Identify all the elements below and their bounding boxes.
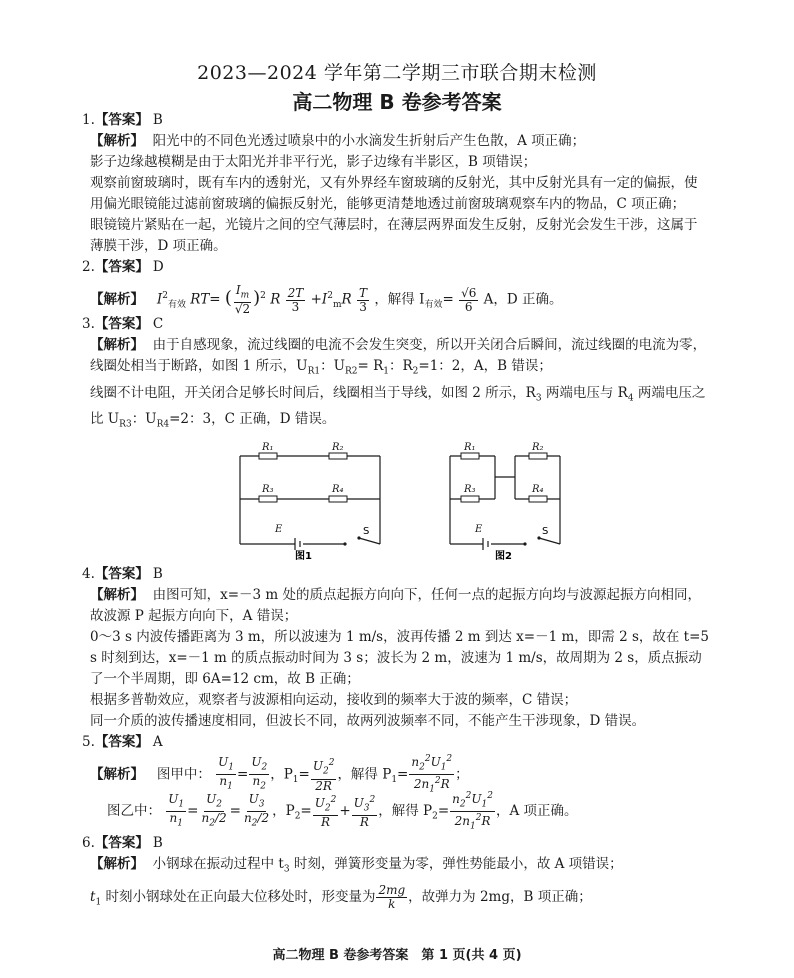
q5-answer: A bbox=[152, 734, 163, 751]
q1-line-3: 观察前窗玻璃时，既有车内的透射光，又有外界经车窗玻璃的反射光，其中反射光具有一定的偏振，使用偏光眼镜能过滤前窗玻璃的偏振反射光，能够更清楚地透过前窗玻璃观察车内的物品，C 项正确； bbox=[90, 175, 698, 212]
q6-line-2: $t_1$ 时刻小钢球处在正向最大位移处时，形变量为 $\frac{2mg}{k}$ ，故弹力为 2mg，B 项正确； bbox=[90, 882, 592, 911]
page-footer: 高二物理 B 卷参考答案 第 1 页(共 4 页) bbox=[272, 948, 522, 963]
label-r1: R₁ bbox=[262, 442, 274, 454]
label-s: S bbox=[363, 526, 370, 538]
label-r4: R₄ bbox=[332, 484, 344, 496]
q4-line-3: 根据多普勒效应，观察者与波源相向运动，接收到的频率大于波的频率，C 错误； bbox=[90, 692, 578, 709]
figure-2-caption: 图2 bbox=[495, 551, 512, 561]
question-6 bbox=[82, 833, 710, 854]
q3-number: 3. bbox=[82, 316, 95, 332]
question-5 bbox=[82, 732, 710, 753]
label-r2: R₂ bbox=[532, 442, 544, 454]
label-r2: R₂ bbox=[332, 442, 344, 454]
q1-line-1: 阳光中的不同色光透过喷泉中的小水滴发生折射后产生色散，A 项正确； bbox=[152, 133, 586, 149]
q3-figures bbox=[90, 442, 710, 560]
answer-label: 【答案】 bbox=[94, 316, 149, 332]
q4-number: 4. bbox=[82, 566, 95, 583]
q1-answer: B bbox=[152, 112, 163, 128]
q6-number: 6. bbox=[82, 835, 95, 852]
q3-answer: C bbox=[152, 316, 164, 332]
question-2 bbox=[82, 257, 710, 278]
label-r1: R₁ bbox=[464, 442, 476, 454]
q4-answer: B bbox=[152, 566, 163, 583]
answer-label: 【答案】 bbox=[94, 566, 149, 583]
question-3 bbox=[82, 314, 710, 335]
q2-number: 2. bbox=[82, 259, 95, 275]
q5-line-1: 【解析】 图甲中： $\frac{U_1}{n_1}$ = $\frac{U_2}{n_2}$ ，$P_1=$ $\frac{U_2^2}{2R}$ ，解得 $P_1=$ $\frac{n_2^2U_1^2}{2n_1^2R}$ ； bbox=[90, 754, 469, 795]
question-1 bbox=[82, 110, 710, 131]
q1-line-2: 影子边缘越模糊是由于太阳光并非平行光，影子边缘有半影区，B 项错误； bbox=[90, 154, 537, 170]
answer-label: 【答案】 bbox=[94, 259, 149, 275]
resistor-r3 bbox=[461, 496, 479, 502]
page-subtitle: 高二物理 B 卷参考答案 bbox=[292, 90, 502, 114]
page-title: 2023—2024 学年第二学期三市联合期末检测 bbox=[197, 62, 597, 84]
label-r4: R₄ bbox=[532, 484, 544, 496]
label-r3: R₃ bbox=[262, 484, 274, 496]
q4-line-4: 同一介质的波传播速度相同，但波长不同，故两列波频率不同，不能产生干涉现象，D 错误。 bbox=[90, 713, 646, 730]
resistor-r4 bbox=[529, 496, 547, 502]
analysis-label: 【解析】 bbox=[90, 587, 144, 604]
q4-line-2: 0～3 s 内波传播距离为 3 m，所以波速为 1 m/s，波再传播 2 m 到达 x=－1 m，即需 2 s，故在 t=5 s 时刻到达，x=－1 m 的质点振动时间为 3 s；波长为 2 m，波速为 1 m/s，故周期为 2 s，质点振动了一个半周期，即 6A=12 cm，故 B 正确； bbox=[90, 629, 709, 688]
analysis-label: 【解析】 bbox=[90, 337, 144, 353]
answer-label: 【答案】 bbox=[94, 112, 149, 128]
label-s: S bbox=[542, 526, 549, 538]
circuit-figure-2 bbox=[445, 442, 565, 560]
q2-formula: 【解析】 $I^2_{有效}$ RT= ( $\frac{I_m}{√2}$ )$^2$ R $\frac{2T}{3}$ $+I^2_mR$ $\frac{T}{3}$ ，解得 $I_{有效}=$ $\frac{√6}{6}$ A，D 正确。 bbox=[90, 282, 563, 317]
resistor-r2 bbox=[329, 453, 347, 459]
analysis-label: 【解析】 bbox=[90, 856, 144, 873]
answer-content bbox=[82, 110, 710, 913]
resistor-r3 bbox=[259, 496, 277, 502]
resistor-r1 bbox=[259, 453, 277, 459]
answer-label: 【答案】 bbox=[94, 835, 149, 852]
q1-line-4: 眼镜镜片紧贴在一起，光镜片之间的空气薄层时，在薄层两界面发生反射，反射光会发生干涉，这属于薄膜干涉，D 项正确。 bbox=[90, 217, 698, 254]
circuit-figure-1 bbox=[235, 442, 385, 560]
figure-1-caption: 图1 bbox=[295, 551, 312, 561]
q1-number: 1. bbox=[82, 112, 95, 128]
q4-line-1: 由图可知，x=－3 m 处的质点起振方向向下，任何一点的起振方向均与波源起振方向相同，故波源 P 起振方向向下，A 错误； bbox=[90, 587, 701, 625]
analysis-label: 【解析】 bbox=[90, 133, 144, 149]
answer-label: 【答案】 bbox=[94, 734, 149, 751]
q6-answer: B bbox=[152, 835, 163, 852]
analysis-label: 【解析】 bbox=[90, 766, 144, 783]
q3-line-2: 线圈不计电阻，开关闭合足够长时间后，线圈相当于导线，如图 2 所示，$R_3$ 两端电压与 $R_4$ 两端电压之 bbox=[90, 384, 706, 404]
question-4 bbox=[82, 564, 710, 585]
resistor-r2 bbox=[529, 453, 547, 459]
resistor-r4 bbox=[329, 496, 347, 502]
q6-line-1: 【解析】 小钢球在振动过程中 $t_3$ 时刻，弹簧形变量为零，弹性势能最小，故 A 项错误； bbox=[90, 856, 623, 875]
q2-answer: D bbox=[152, 259, 164, 275]
analysis-label: 【解析】 bbox=[90, 291, 144, 308]
label-e: E bbox=[475, 524, 483, 536]
q3-line-1: 【解析】 由于自感现象，流过线圈的电流不会发生突变，所以开关闭合后瞬间，流过线圈的电流为零，线圈处相当于断路，如图 1 所示，$U_{R1}$：$U_{R2}= R_1$：$R_2=1$：2，A，B 错误； bbox=[90, 337, 707, 377]
label-r3: R₃ bbox=[464, 484, 476, 496]
q5-line-2: 图乙中： $\frac{U_1}{n_1}$ = $\frac{U_2}{n_2/2}$ = $\frac{U_3}{n_2/2}$ ，$P_2=$ $\frac{U_2^2}{R}$ + $\frac{U_3^2}{R}$ ，解得 $P_2=$ $\frac{n_2^2U_1^2}{2n_1^2R}$ ，A 项正确。 bbox=[107, 790, 578, 832]
label-e: E bbox=[275, 524, 283, 536]
q3-line-3: 比 $U_{R3}$：$U_{R4}=2$：3，C 正确，D 错误。 bbox=[90, 411, 336, 431]
resistor-r1 bbox=[461, 453, 479, 459]
q5-number: 5. bbox=[82, 734, 95, 751]
